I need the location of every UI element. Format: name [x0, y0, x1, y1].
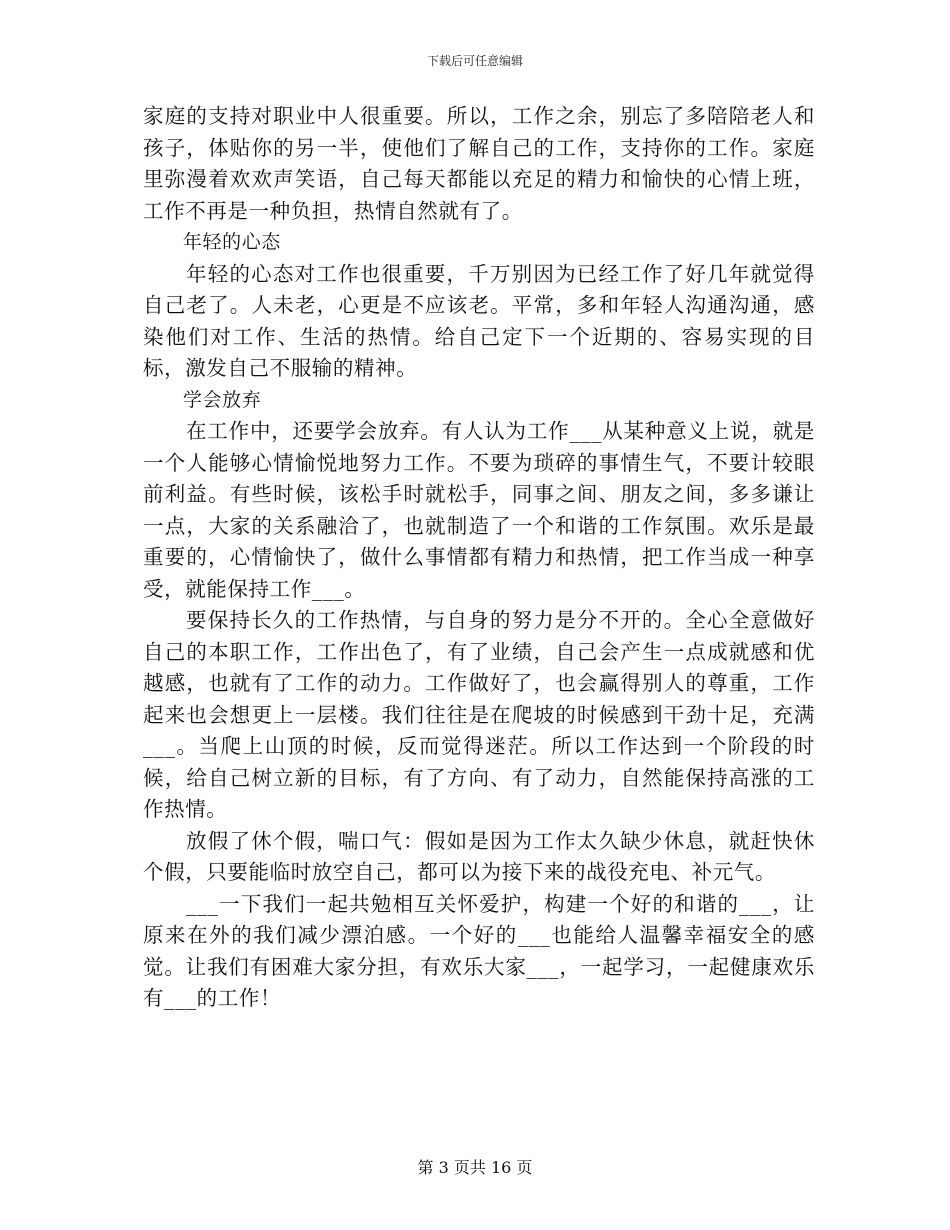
- paragraph-take-vacation: 放假了休个假，喘口气：假如是因为工作太久缺少休息，就赶快休个假，只要能临时放空自己，都可以为接下来的战役充电、补元气。: [143, 828, 815, 884]
- paragraph-family-support: 家庭的支持对职业中人很重要。所以，工作之余，别忘了多陪陪老人和孩子，体贴你的另一半，使他们了解自己的工作，支持你的工作。家庭里弥漫着欢欢声笑语，自己每天都能以充足的精力和愉快的心情上班，工作不再是一种负担，热情自然就有了。: [143, 104, 815, 223]
- page-number: 第 3 页共 16 页: [417, 1158, 533, 1177]
- paragraph-lasting-enthusiasm: 要保持长久的工作热情，与自身的努力是分不开的。全心全意做好自己的本职工作，工作出色了，有了业绩，自己会产生一点成就感和优越感，也就有了工作的动力。工作做好了，也会赢得别人的尊重，工作起来也会想更上一层楼。我们往往是在爬坡的时候感到干劲十足，充满___。当爬上山顶的时候，反而觉得迷茫。所以工作达到一个阶段的时候，给自己树立新的目标，有了方向、有了动力，自然能保持高涨的工作热情。: [143, 608, 815, 821]
- paragraph-young-mindset: 年轻的心态对工作也很重要，千万别因为已经工作了好几年就觉得自己老了。人未老，心更是不应该老。平常，多和年轻人沟通沟通，感染他们对工作、生活的热情。给自己定下一个近期的、容易实现的目标，激发自己不服输的精神。: [143, 261, 815, 380]
- page-header: 下载后可任意编辑: [426, 54, 523, 68]
- document-body: [143, 101, 815, 1015]
- paragraph-closing: ___一下我们一起共勉相互关怀爱护，构建一个好的和谐的___，让原来在外的我们减少漂泊感。一个好的___也能给人温馨幸福安全的感觉。让我们有困难大家分担，有欢乐大家___，一起学习，一起健康欢乐有___的工作！: [143, 891, 815, 1010]
- section-heading-learn-to-let-go: 学会放弃: [182, 388, 262, 411]
- paragraph-learn-to-let-go: 在工作中，还要学会放弃。有人认为工作___从某种意义上说，就是一个人能够心情愉悦地努力工作。不要为琐碎的事情生气，不要计较眼前利益。有些时候，该松手时就松手，同事之间、朋友之间，多多谦让一点，大家的关系融洽了，也就制造了一个和谐的工作氛围。欢乐是最重要的，心情愉快了，做什么事情都有精力和热情，把工作当成一种享受，就能保持工作___。: [143, 419, 815, 601]
- section-heading-young-mindset: 年轻的心态: [182, 231, 281, 253]
